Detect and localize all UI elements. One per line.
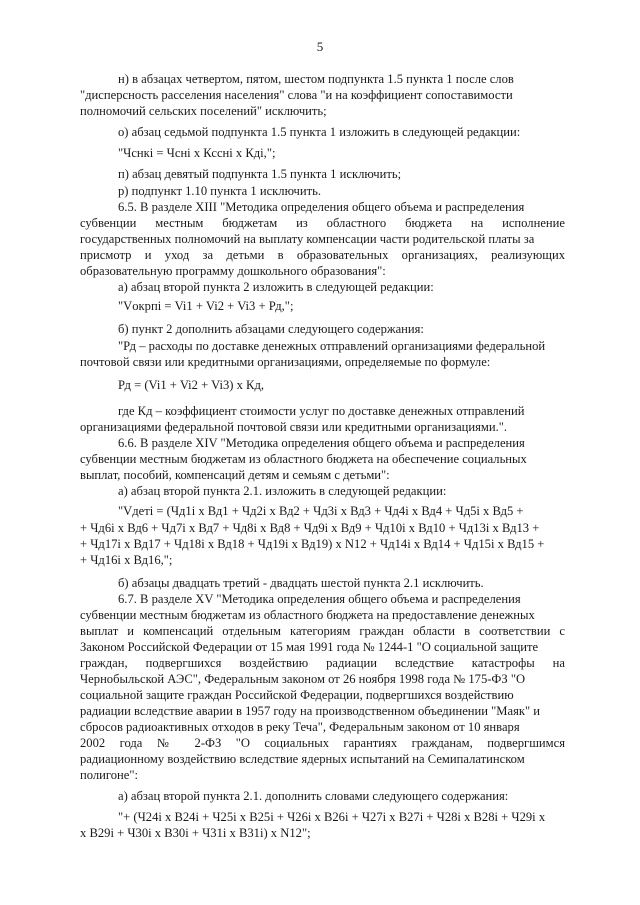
text-line: Законом Российской Федерации от 15 мая 1991 года № 1244-1 "О социальной защите [80,640,539,654]
text-line: р) подпункт 1.10 пункта 1 исключить. [118,184,321,198]
text-line: организациями федеральной почтовой связи или кредитными организациями.". [80,420,508,434]
text-line: о) абзац седьмой подпункта 1.5 пункта 1 изложить в следующей редакции: [118,125,521,139]
text-line: полномочий сельских поселений" исключить; [80,104,327,118]
text-line: а) абзац второй пункта 2.1. дополнить словами следующего содержания: [118,789,509,803]
text-line: выплат и компенсаций отдельным категориям граждан области в соответствии с [80,624,565,638]
text-line: присмотр и уход за детьми в образовательных организациях, реализующих [80,248,565,262]
text-line: п) абзац девятый подпункта 1.5 пункта 1 исключить; [118,167,402,181]
text-line: почтовой связи или кредитными организациями, определяемые по формуле: [80,355,491,369]
text-line: б) абзацы двадцать третий - двадцать шестой пункта 2.1 исключить. [118,576,484,590]
text-line: социальной защите граждан Российской Федерации, подвергшихся воздействию [80,688,514,702]
formula-line: Рд = (Vi1 + Vi2 + Vi3) х Кд, [118,378,265,392]
text-line: полигоне": [80,768,139,782]
formula-line: "Vокрпі = Vi1 + Vi2 + Vi3 + Рд,"; [118,299,294,313]
formula-line: + Чд17i х Вд17 + Чд18i х Вд18 + Чд19i х Вд19) х N12 + Чд14i х Вд14 + Чд15i х Вд15 + [80,537,545,551]
page-number: 5 [316,39,324,54]
text-line: "Рд – расходы по доставке денежных отправлений организациями федеральной [118,339,546,353]
text-line: н) в абзацах четвертом, пятом, шестом подпункта 1.5 пункта 1 после слов [118,72,514,86]
formula-line: + Чд16i х Вд16,"; [80,553,173,567]
text-line: 6.7. В разделе XV "Методика определения общего объема и распределения [118,592,521,606]
text-line: субвенции местным бюджетам из областного бюджета на исполнение [80,216,565,230]
formula-line: + Чд6i х Вд6 + Чд7i х Вд7 + Чд8i х Вд8 + Чд9i х Вд9 + Чд10i х Вд10 + Чд13i х Вд13 + [80,521,540,535]
text-line: радиационному воздействию вследствие ядерных испытаний на Семипалатинском [80,752,525,766]
formula-line: "Чснкі = Чсні х Кссні х Кдi,"; [118,146,276,160]
text-line: 2002 года № 2-ФЗ "О социальных гарантиях гражданам, подвергшимся [80,736,565,750]
text-line: субвенции местным бюджетам из областного бюджета на предоставление денежных [80,608,535,622]
text-line: выплат, пособий, компенсаций детям и семьям с детьми": [80,468,390,482]
text-line: сбросов радиоактивных отходов в реку Теча", Федеральным законом от 10 января [80,720,520,734]
text-line: где Кд – коэффициент стоимости услуг по доставке денежных отправлений [118,404,525,418]
text-line: радиации вследствие аварии в 1957 году на производственном объединении "Маяк" и [80,704,541,718]
formula-line: "Vдетi = (Чд1i х Вд1 + Чд2i х Вд2 + Чд3i х Вд3 + Чд4i х Вд4 + Чд5i х Вд5 + [118,504,524,518]
text-line: Чернобыльской АЭС", Федеральным законом от 26 ноября 1998 года № 175-ФЗ "О [80,672,526,686]
text-line: 6.6. В разделе XIV "Методика определения общего объема и распределения [118,436,525,450]
text-line: 6.5. В разделе XIII "Методика определения общего объема и распределения [118,200,525,214]
text-line: государственных полномочий на выплату компенсации части родительской платы за [80,232,535,246]
text-line: а) абзац второй пункта 2.1. изложить в следующей редакции: [118,484,447,498]
text-line: образовательную программу дошкольного образования": [80,264,386,278]
text-line: а) абзац второй пункта 2 изложить в следующей редакции: [118,280,434,294]
text-line: б) пункт 2 дополнить абзацами следующего содержания: [118,322,424,336]
text-line: субвенции местным бюджетам из областного бюджета на обеспечение социальных [80,452,527,466]
formula-line: х В29i + Ч30i х В30i + Ч31i х В31i) х N12"; [80,826,311,840]
text-line: граждан, подвергшихся воздействию радиации вследствие катастрофы на [80,656,565,670]
text-line: "дисперсность расселения населения" слова "и на коэффициент сопоставимости [80,88,513,102]
formula-line: "+ (Ч24i х В24i + Ч25i х В25i + Ч26i х В26i + Ч27i х В27i + Ч28i х В28i + Ч29i х [118,810,546,824]
